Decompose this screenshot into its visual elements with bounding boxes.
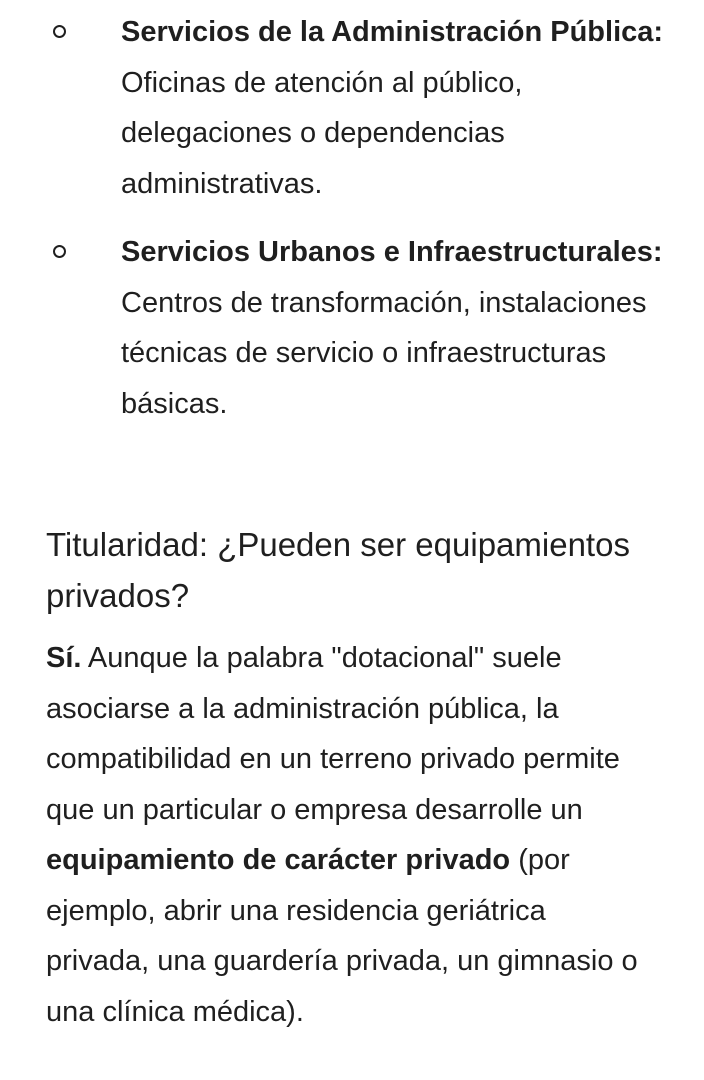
list-item-administracion-publica [0, 7, 704, 209]
paragraph-text: Aunque la palabra "dotacional" suele asociarse a la administración pública, la compatibilidad en un terreno privado permite que un particular o empresa desarrolle un [46, 642, 620, 826]
list-item-description: Oficinas de atención al público, delegaciones o dependencias administrativas. [121, 66, 523, 200]
list-item-servicios-urbanos [0, 227, 704, 429]
hollow-circle-bullet-icon [53, 25, 66, 38]
section-heading: Titularidad: ¿Pueden ser equipamientos privados? [46, 526, 630, 614]
paragraph-emphasis: equipamiento de carácter privado [46, 844, 511, 876]
list-item-term: Servicios Urbanos e Infraestructurales: [121, 236, 663, 268]
list-item-description: Centros de transformación, instalaciones técnicas de servicio o infraestructuras básicas. [121, 286, 647, 420]
paragraph-text: (por ejemplo, abrir una residencia geriátrica privada, una guardería privada, un gimnasio o una clínica médica). [46, 844, 638, 1028]
list-item-term: Servicios de la Administración Pública: [121, 16, 664, 48]
section-paragraph [0, 633, 704, 1037]
hollow-circle-bullet-icon [53, 245, 66, 258]
paragraph-lead: Sí. [46, 642, 82, 674]
equipment-bullet-list [0, 7, 704, 429]
